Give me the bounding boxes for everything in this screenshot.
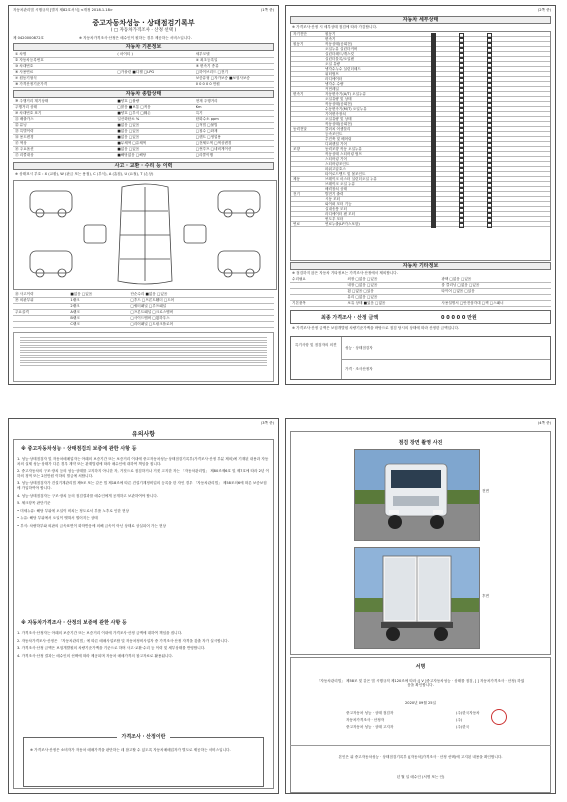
table-row: 내장 □없음 □있음 룸 클리닝 □없음 □있음 <box>290 283 551 289</box>
item-label: 브레이크 마스터 실린더오일 누유 <box>325 177 378 181</box>
photo-rear-label: 후면 <box>482 594 489 598</box>
accident-legend: ※ 상태표시 부호 : X (교환), W (판금 또는 용접), C (부식), A (흠집), U (요철), T (손상) <box>15 172 154 176</box>
final-price-value: 0 0 0 0 0 만원 <box>441 315 477 321</box>
checkbox-bad[interactable] <box>487 223 492 228</box>
item-label: 수동변속기(M/T) 오일누유 <box>325 107 367 111</box>
group-label: 연료 <box>293 222 300 226</box>
notice-paragraph: 2. 자동차가격조사·산정은 「자동차관리법」에 따른 매매사업조합 및 자동차정비사업자 중 가격조사·산정 자격을 갖춘 자가 실시합니다. <box>17 638 229 643</box>
notice-paragraph: 3. 성능·상태점검자가 건설기계관리법 제9조 또는 같은 법 제18조에 따른 건설기계정비업의 등록을 한 자인 경우 「자동차관리법」 제58조의6에 따른 보증보험에 가입하여야 합니다. <box>17 481 267 490</box>
signature-statement: 「자동차관리법」 제58조 및 같은 법 시행규칙 제120조에 따라 ([ V ]중고자동차성능 · 상태를 점검, [ ] 자동차가격조사 · 산정) 하였음을 확인합니다. <box>316 679 525 688</box>
form-title: 중고자동차성능 · 상태점검기록부 <box>92 19 195 27</box>
item-label: 동력조향 작동 오일누유 <box>325 147 362 151</box>
cell-label: ① 차명 <box>15 52 27 56</box>
seal-stamp-icon <box>491 709 507 725</box>
notice-paragraph: 1. 성능·상태점검자 및 자동차매매업자는 아래의 보증기간 또는 보증거리 이내에 중고자동차성능·상태점검기록부(가격조사·산정 부분 제외)에 기재된 내용과 자동차의 실제 성능·상태가 다른 경우 계약 또는 관계법령에 따라 매수인에 대하여 책임을 집니다. <box>17 457 269 466</box>
item-label: 발전기 출력 <box>325 192 344 196</box>
item-label: 디퍼렌셜 기어 <box>325 142 347 146</box>
table-row: 휠 □없음 □있음 타이어 □없음 □있음 <box>290 289 551 295</box>
item-label: 타이로드엔드 및 볼조인트 <box>325 172 366 176</box>
car-side-right-rear <box>218 251 260 273</box>
notice-heading-2: ※ 자동차가격조사 · 산정의 보증에 관한 사항 등 <box>21 620 127 626</box>
group-label: 조향 <box>293 147 300 151</box>
item-label: 시동 모터 <box>325 197 341 201</box>
item-label: 추진축 및 베어링 <box>325 137 352 141</box>
group-label: 전기 <box>293 192 300 196</box>
item-label: 오일유량 및 상태 <box>325 117 352 121</box>
group-label: 자기진단 <box>293 32 307 36</box>
signer-1: 중고자동차 성능 · 상태 점검자 <box>346 711 394 715</box>
notice-paragraph: 4. 성능·상태점검자는 구조·장치 등의 점검결과를 매수인에게 공개하고 보관하여야 합니다. <box>17 493 158 498</box>
document-number: 제 0420000872호 <box>13 36 44 40</box>
table-row: 주요골격 A랭크 □프론트패널 □크로스멤버 <box>13 310 274 316</box>
truck-rear-photo <box>354 547 480 649</box>
cell-label: ⑦ 원동기형식 <box>15 76 37 80</box>
cell-value: □하이브리드 □전기 <box>195 70 228 74</box>
item-label: 작동상태(공회전) <box>325 122 353 126</box>
notice-paragraph: 1. 가격조사·산정자는 아래의 보증기간 또는 보증거리 이내에 가격조사·산정 금액에 대하여 책임을 집니다. <box>17 631 183 635</box>
accident-table <box>13 292 274 328</box>
cell-label: ⑧ 가격산정기준가격 <box>15 82 48 86</box>
table-row: ⑫ 튜닝 ■없음 □있음 □적법 □불법 <box>13 123 274 129</box>
detail-note: ※ 가격조사·산정 시 세부상태 점검에 따라 가감합니다. <box>292 25 378 29</box>
vehicle-damage-diagram <box>13 180 277 290</box>
form-header: 자동차관리법 시행규칙 [별지 제82호서식] <개정 2018.1.18> <box>13 8 113 12</box>
signature-frame <box>290 657 551 793</box>
page-number: (1쪽 중) <box>260 8 274 12</box>
item-label: 냉각수 수량 <box>325 82 344 86</box>
form-note: ※ 자동차가격조사·산정은 매수인이 원하는 경우 제공하는 서비스입니다. <box>79 36 192 40</box>
car-front-view <box>84 225 106 243</box>
basic-info-table <box>13 52 274 88</box>
parts-grid <box>13 332 274 382</box>
table-row: B랭크 □사이드멤버 □휠하우스 <box>13 316 274 322</box>
car-side-left-rear <box>30 251 72 273</box>
signer-1-mark: (주)한국자동차 <box>456 711 480 715</box>
item-label: 스티어링 기어 <box>325 157 347 161</box>
section-basic-info: 자동차 기본정보 <box>13 43 274 51</box>
page-number: (4쪽 중) <box>537 421 551 425</box>
section-detail-status: 자동차 세부상태 <box>290 16 551 24</box>
item-label: 연료누출(LP가스포함) <box>325 222 360 226</box>
table-row: ⑲ 외판부위 1랭크 □후드 □프론트휀더 □도어 <box>13 298 274 304</box>
notice-title: 유의사항 <box>131 431 156 438</box>
item-label: 워터펌프 <box>325 72 339 76</box>
other-info-note: ※ 점검하지 않은 자동차 기타정보는 가격조사·산정에서 제외합니다. <box>292 271 398 275</box>
car-rear-view <box>184 225 206 243</box>
page-number: (2쪽 중) <box>537 8 551 12</box>
item-label: 변속기 <box>325 37 336 41</box>
table-row <box>291 222 550 227</box>
signer-2-mark: (주) <box>456 718 463 722</box>
group-label: 제동 <box>293 177 300 181</box>
cell-value: ( 마이티 ) <box>117 52 133 56</box>
item-label: 기어변속장치 <box>325 112 346 116</box>
notice-section-2 <box>17 631 270 661</box>
signer-3-mark: (주)한국 <box>456 725 470 729</box>
notice-paragraph: 4. 가격조사·산정 결과는 매수인의 선택에 따라 제공되며 자동차 매매가격의 참고자료로 활용됩니다. <box>17 653 173 658</box>
photo-front-label: 전면 <box>482 489 489 493</box>
group-label: 변속기 <box>293 92 304 96</box>
notice-section-1 <box>17 457 270 532</box>
signature-title: 서명 <box>415 664 426 670</box>
form-page-2 <box>285 5 556 385</box>
table-row: ⑯ 주요옵션 ■없음 □있음 □썬루프 □네비게이션 <box>13 147 274 153</box>
notice-paragraph: • 미세누유: 해당 부위에 오일이 비치는 정도로서 부품 노후로 인한 현상 <box>17 508 129 513</box>
cell-value: 0 0 0 0 0 만원 <box>195 82 220 86</box>
form-page-1 <box>8 5 279 385</box>
group-label: 동력전달 <box>293 127 307 131</box>
special-notes-label: 특기사항 및 점검자의 의견 <box>295 343 337 347</box>
page-number: (3쪽 중) <box>260 421 274 425</box>
item-label: 파워고압호스 <box>325 167 346 171</box>
appraisal-box-text: ※ 가격조사·산정은 소비자가 자동차 매매가격을 판단하는 데 참고할 수 있도록 자동차매매업자가 별도로 제공하는 서비스입니다. <box>30 748 231 752</box>
item-label: 오일유량 및 상태 <box>325 97 352 101</box>
cell-label: ③ 차대번호 <box>15 64 34 68</box>
table-row: 유리 □없음 □있음 <box>290 295 551 301</box>
item-label: 실내송풍 모터 <box>325 207 347 211</box>
cell-label: ⑥ 사용연료 <box>15 70 34 74</box>
appraisal-info-box <box>23 734 264 787</box>
table-row: ⑭ 용도변경 ■없음 □있음 □렌트 □영업용 <box>13 135 274 141</box>
appraisal-box-title: 가격조사 · 산정이란 <box>117 734 169 740</box>
cell-value: ⑤ 변속기 종류 <box>195 64 219 68</box>
cell-label: ② 자동차등록번호 <box>15 58 44 62</box>
table-row: 2랭크 □쿼터패널 □루프패널 <box>13 304 274 310</box>
table-row: 수리필요 외장 □없음 □있음 광택 □없음 □있음 <box>290 277 551 283</box>
table-row: ⑬ 특별이력 ■없음 □있음 □침수 □화재 <box>13 129 274 135</box>
item-label: 스티어링조인트 <box>325 162 350 166</box>
car-side-left-front <box>30 191 72 213</box>
item-label: 배력장치 상태 <box>325 187 347 191</box>
signer-2: 자동차가격조사 · 산정자 <box>346 718 385 722</box>
table-row <box>13 82 274 88</box>
table-row: ⑪ 배출가스 일산화탄소 % 탄화수소 ppm <box>13 117 274 123</box>
item-label: 브레이크 오일 누유 <box>325 182 356 186</box>
section-other-info: 자동차 기타정보 <box>290 262 551 270</box>
item-label: 오일 유량 <box>325 62 341 66</box>
item-label: 클러치 어셈블리 <box>325 127 351 131</box>
cell-value: □가솔린 ■디젤 □LPG <box>117 70 155 74</box>
item-label: 라디에이터 팬 모터 <box>325 212 356 216</box>
notice-paragraph: 2. 중고자동차의 구조·장치 등의 성능·상태를 고지하지 아니한 자, 거짓으로 점검하거나 거짓 고지한 자는 「자동차관리법」 제80조제6호 및 제7호에 따라 2년 이하의 징역 또는 2천만원 이하의 벌금에 처합니다. <box>17 469 269 478</box>
notice-paragraph: 3. 가격조사·산정 금액은 보험개발원의 차량기준가액을 기준으로 하며 사고·교환·수리 등 이력 및 세부상태를 반영합니다. <box>17 646 206 651</box>
item-label: 작동상태(공회전) <box>325 42 353 46</box>
item-label: 실린더헤드/개스킷 <box>325 52 354 56</box>
photo-section-title: 점검 장면 촬영 사진 <box>398 440 443 446</box>
divider <box>290 745 551 746</box>
special-notes-box <box>290 336 551 380</box>
group-label: 원동기 <box>293 42 304 46</box>
cell-value: 보증유형 □자가보증 ■보험사보증 <box>195 76 250 80</box>
cell-value: ④ 최초등록일 <box>195 58 218 62</box>
car-side-right-front <box>218 191 260 213</box>
section-overall-status: 자동차 종합상태 <box>13 90 274 98</box>
table-row: ⑨ 주행거리 계기상태 ■양호 □불량 현재 주행거리 <box>13 99 274 105</box>
signer-3: 중고자동차 성능 · 상태 고지자 <box>346 725 394 729</box>
item-label: 냉각수누수 실린더헤드 <box>325 67 361 71</box>
item-label: 원동기 <box>325 32 336 36</box>
table-row: ⑩ 차대번호 표기 ■양호 □부식 □훼손 특기 <box>13 111 274 117</box>
item-label: 등속조인트 <box>325 132 343 136</box>
table-row: 주행거리 상태 □많음 ■보통 □적음 Km <box>13 105 274 111</box>
buyer-signature-line: 년 월 일 매수인 (서명 또는 인) <box>396 775 445 779</box>
inspector-label: 성능 · 상태점검자 <box>345 346 373 350</box>
detail-status-table <box>290 31 551 261</box>
item-label: 오일누유 실린더커버 <box>325 47 358 51</box>
form-subtitle: ( □ 자동차가격조사 · 산정 선택 ) <box>110 28 177 33</box>
final-price-label: 최종 가격조사 · 산정 금액 <box>321 315 379 321</box>
table-row: ⑮ 색상 ■무채색 □유채색 □전체도색 □색상변경 <box>13 141 274 147</box>
notice-heading-1: ※ 중고자동차성능 · 상태점검의 보증에 관한 사항 등 <box>21 446 137 452</box>
table-row: ⑰ 리콜대상 ■해당없음 □해당 □리콜이행 <box>13 153 274 159</box>
overall-status-table <box>13 99 274 159</box>
form-page-3 <box>8 418 279 794</box>
appraiser-label: 가격 · 조사산정자 <box>345 367 373 371</box>
item-label: 라디에이터 <box>325 77 343 81</box>
car-outline-diagram <box>14 181 276 289</box>
notice-paragraph: • 누유: 해당 부위에서 오일이 맺혀서 떨어지는 상태 <box>17 516 98 521</box>
cell-value: 세부모델 <box>195 52 210 56</box>
table-row: ⑱ 사고이력 ■없음 □있음 단순수리 ■없음 □있음 <box>13 292 274 298</box>
buyer-confirmation: 본인은 위 중고자동차성능 · 상태점검기록부 ([자동차]가격조사 · 산정 선택)에 고지된 내용을 확인합니다. <box>338 755 503 759</box>
other-info-table <box>290 277 551 307</box>
checkbox-good[interactable] <box>431 223 436 228</box>
item-label: 커먼레일 <box>325 87 339 91</box>
item-label: 작동상태 스티어링 펌프 <box>325 152 362 156</box>
truck-front-photo <box>354 449 480 541</box>
section-accident-history: 사고 · 교환 · 수리 등 이력 <box>13 162 274 170</box>
table-row: C랭크 □리어패널 □트렁크플로어 <box>13 322 274 328</box>
checkbox-fair[interactable] <box>459 223 464 228</box>
item-label: 자동변속기(A/T) 오일누유 <box>325 92 367 96</box>
item-label: 작동상태(공회전) <box>325 102 353 106</box>
notice-paragraph: • 부식: 차량하부와 외판의 금속표면이 화학반응에 의해 금속이 아닌 상태로 상실되어 가는 현상 <box>17 523 166 528</box>
item-label: 실린더블록/오일팬 <box>325 57 354 61</box>
item-label: 윈도우 모터 <box>325 217 344 221</box>
final-price-box <box>290 310 551 324</box>
item-label: 와이퍼 모터 기능 <box>325 202 352 206</box>
table-row: 기본품목 보유 상태 ■있음 □없음 사용설명서 □안전삼각대 □잭 □스패너 <box>290 301 551 307</box>
price-note: ※ 가격조사·산정 금액은 보험개발원 차량기준가액을 바탕으로 점검 당시의 상태에 따라 산정한 금액입니다. <box>292 326 460 330</box>
signature-date: 2020년 09월 25일 <box>405 701 436 705</box>
notice-paragraph: 5. 체크항목 판단기준 <box>17 501 51 506</box>
form-page-4 <box>285 418 556 794</box>
